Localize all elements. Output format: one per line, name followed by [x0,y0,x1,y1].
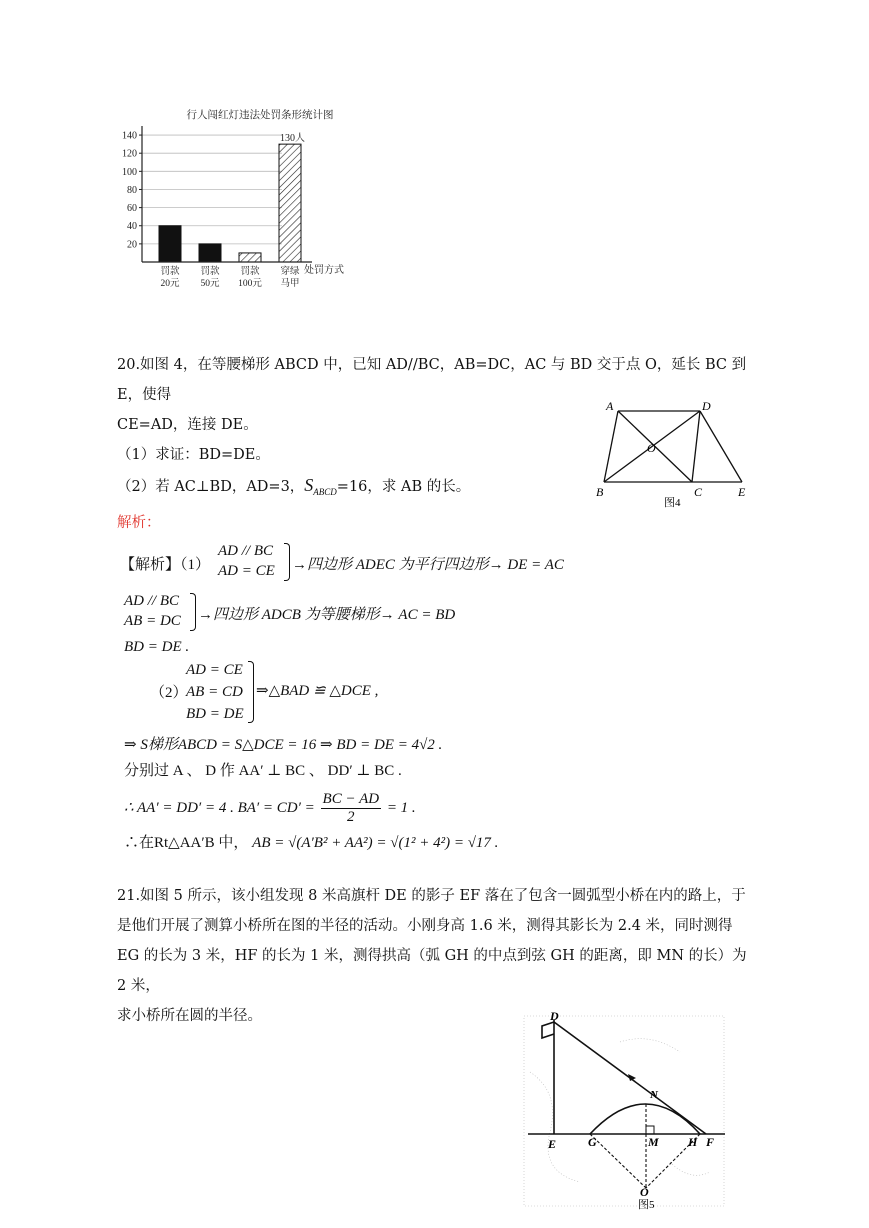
fig5-label-H: H [688,1135,698,1149]
step1-line2: AD = CE [218,563,275,579]
x-tick-label: 罚款 [200,267,220,277]
bar [199,244,221,262]
y-tick-label: 40 [127,221,137,233]
q20-text-line1: 20.如图 4，在等腰梯形 ABCD 中，已知 AD//BC，AB=DC，AC 与 BD 交于点 O，延长 BC 到 E，使得 [117,357,747,403]
fig5-label-N: N [650,1089,658,1101]
step4-line1: AD = CE [186,662,243,678]
step5: ⇒ S梯形ABCD = S△DCE = 16 ⇒ BD = DE = 4√2 . [124,737,443,753]
part2-label: （2） [150,685,188,701]
bar [279,144,301,262]
step1-result: →四边形 ADEC 为平行四边形→ DE = AC [292,557,564,573]
step3: BD = DE . [124,639,190,655]
step2-line2: AB = DC [124,613,181,629]
figure-5 [520,1012,730,1212]
step1-line1: AD // BC [218,543,273,559]
x-tick-label: 罚款 [160,267,180,277]
fig5-label-D: D [550,1012,559,1023]
y-tick-label: 20 [127,239,137,251]
figure-4 [592,398,752,510]
fig5-label-O: O [640,1185,649,1199]
x-tick-label: 100元 [238,279,262,289]
solution-tag: 【解析】（1） [120,557,211,573]
bar-annotation: 130人 [280,133,305,145]
y-tick-label: 60 [127,203,137,215]
fig5-label-F: F [706,1135,715,1149]
fig5-label-G: G [588,1135,597,1149]
y-tick-label: 140 [122,130,137,142]
fig5-caption: 图5 [638,1199,655,1211]
step2-brace [190,593,196,631]
step8: ∴在Rt△AA′B 中， AB = √(A′B² + AA²) = √(1² + 4²) = √17 . [124,835,499,851]
step4-line2: AB = CD [186,684,243,700]
q21-line1: 21.如图 5 所示，该小组发现 8 米高旗杆 DE 的影子 EF 落在了包含一圆弧型小桥在内的路上，于 [117,888,746,904]
q21-line3: EG 的长为 3 米，HF 的长为 1 米，测得拱高（弧 GH 的中点到弦 GH 的距离，即 MN 的长）为 2 米， [117,948,747,994]
bar [159,226,181,262]
step7-denominator: 2 [347,809,355,825]
y-tick-label: 120 [122,148,137,160]
step6: 分别过 A 、 D 作 AA′ ⊥ BC 、 DD′ ⊥ BC . [124,763,402,779]
fig5-label-E: E [548,1137,557,1151]
x-axis-label: 处罚方式 [304,265,344,276]
fig4-label-A: A [606,399,614,413]
bar [239,253,261,262]
bar-chart [112,100,348,290]
step4-brace [248,661,254,723]
step2-line1: AD // BC [124,593,179,609]
y-tick-label: 100 [122,166,137,178]
x-tick-label: 穿绿 [280,267,300,277]
step4-line3: BD = DE [186,706,244,722]
fig4-caption: 图4 [664,497,681,509]
fig4-label-E: E [738,485,746,499]
fig4-label-B: B [596,485,604,499]
x-tick-label: 20元 [160,279,180,289]
x-tick-label: 50元 [200,279,220,289]
step7-numerator: BC − AD [322,791,380,807]
chart-title: 行人闯红灯违法处罚条形统计图 [186,110,334,121]
q21-line2: 是他们开展了测算小桥所在图的半径的活动。小刚身高 1.6 米，测得其影长为 2.4 米，同时测得 [117,918,733,934]
fig4-label-D: D [702,399,711,413]
q20-part1: （1）求证：BD=DE。 [117,447,270,463]
fig5-label-M: M [648,1135,659,1149]
y-tick-label: 80 [127,184,137,196]
step4-result: ⇒△BAD ≌ △DCE , [256,683,379,699]
x-tick-label: 罚款 [240,267,260,277]
step1-brace [284,543,290,581]
q20-part2: （2）若 AC⊥BD，AD=3，$S_{ABCD}=16$，求 AB 的长。 [117,475,471,497]
fig4-label-C: C [694,485,703,499]
solution-body [120,541,680,851]
step7: ∴ AA′ = DD′ = 4 . BA′ = CD′ = $\frac{BC - AD}{2}$ = 1 . [124,791,416,825]
fig4-label-O: O [647,441,656,455]
q20-text-line2: CE=AD，连接 DE。 [117,417,258,433]
solution-heading: 解析： [117,515,161,531]
step2-result: →四边形 ADCB 为等腰梯形→ AC = BD [198,607,456,623]
q21-line4: 求小桥所在圆的半径。 [117,1008,262,1024]
x-tick-label: 马甲 [280,279,300,289]
